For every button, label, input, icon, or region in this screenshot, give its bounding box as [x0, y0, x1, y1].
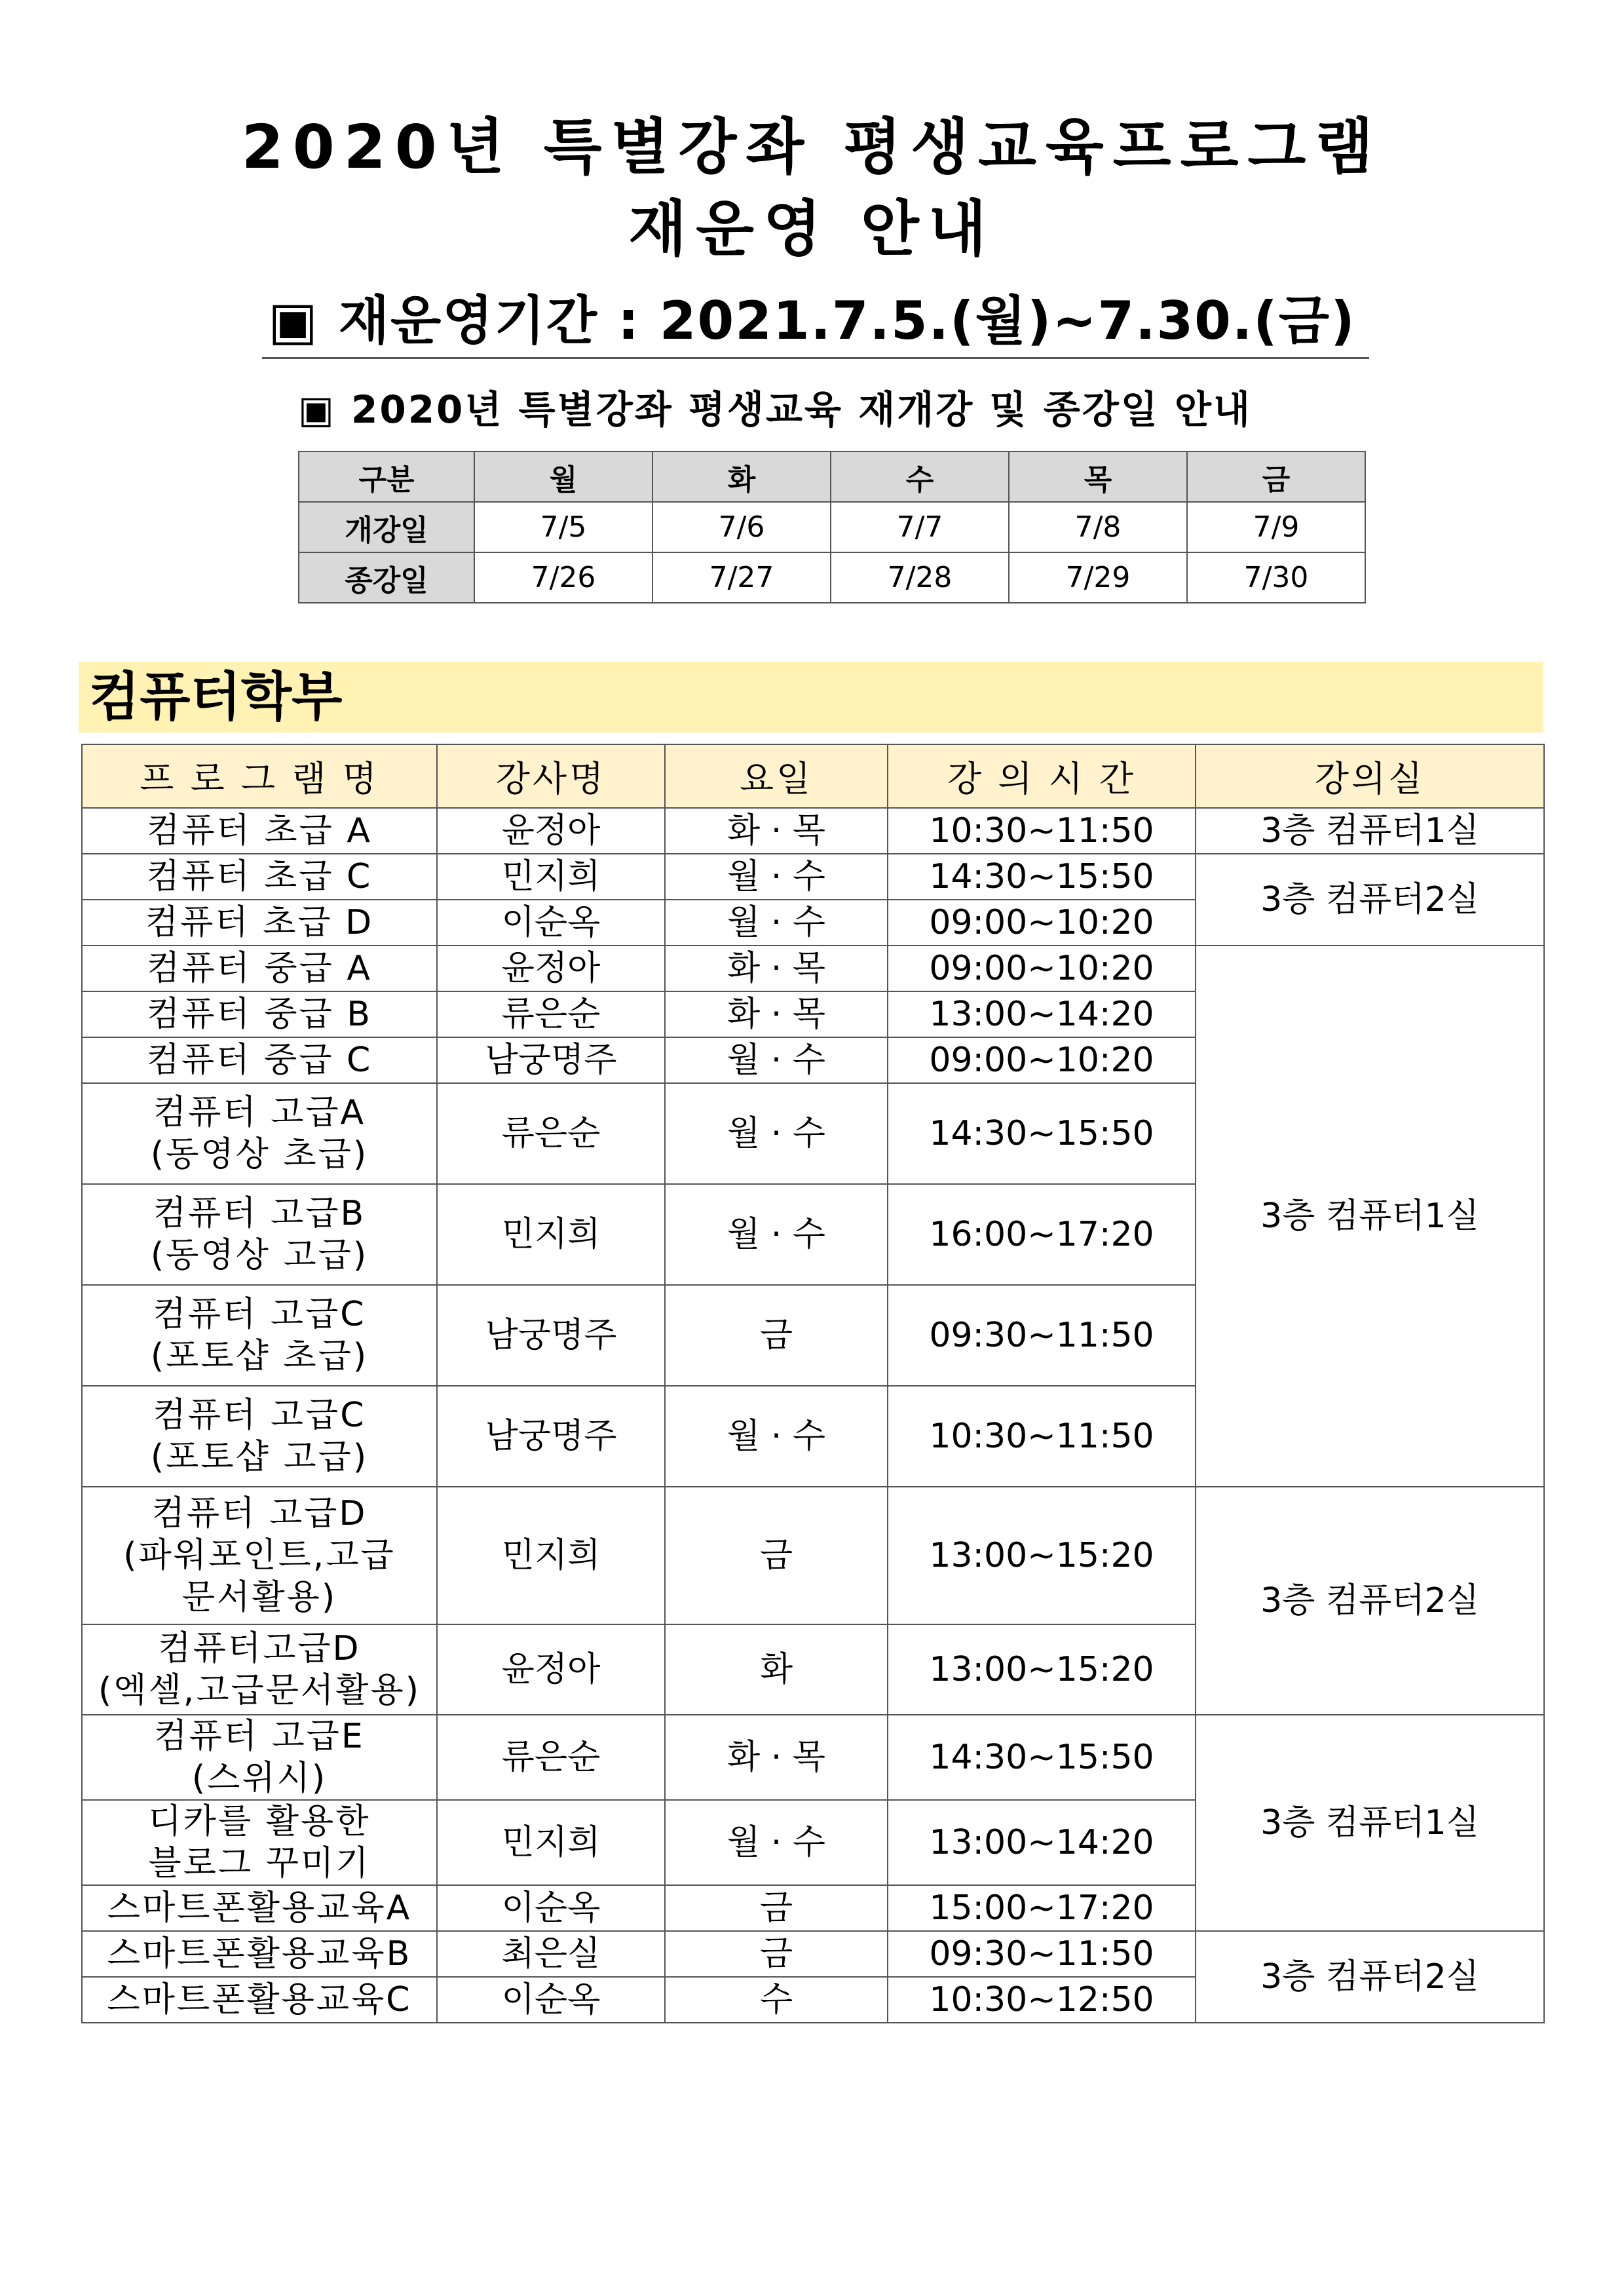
class-day: 월 · 수 — [665, 1386, 888, 1487]
program-name — [82, 1083, 437, 1184]
schedule-header-row — [299, 451, 1365, 502]
program-name-line: (스위시) — [191, 1759, 328, 1798]
period-underline — [262, 357, 1369, 359]
teacher-name: 민지희 — [437, 1184, 665, 1285]
class-time: 14:30~15:50 — [888, 1083, 1196, 1184]
teacher-name: 류은순 — [437, 991, 665, 1037]
schedule-cell: 7/27 — [652, 552, 831, 603]
schedule-cell: 7/9 — [1187, 502, 1365, 552]
schedule-row-label: 개강일 — [299, 502, 474, 552]
teacher-name: 윤정아 — [437, 946, 665, 991]
schedule-cell: 7/29 — [1009, 552, 1187, 603]
classroom: 3층 컴퓨터1실 — [1196, 1715, 1544, 1931]
teacher-name: 최은실 — [437, 1931, 665, 1977]
class-day: 월 · 수 — [665, 900, 888, 946]
section-banner — [79, 662, 1543, 733]
program-name — [82, 1800, 437, 1885]
course-header-cell: 프 로 그 램 명 — [82, 744, 437, 808]
program-name-line: 컴퓨터 고급A — [153, 1093, 366, 1132]
teacher-name: 윤정아 — [437, 1624, 665, 1715]
class-day: 화 · 목 — [665, 946, 888, 991]
title-line-1: 2020년 특별강좌 평생교육프로그램 — [241, 112, 1383, 182]
program-name-line: 문서활용) — [181, 1578, 337, 1617]
table-row — [82, 1931, 1544, 1977]
schedule-row-start — [299, 502, 1365, 552]
schedule-header-cell: 월 — [474, 451, 652, 502]
table-row — [82, 808, 1544, 854]
course-header-cell: 강의실 — [1196, 744, 1544, 808]
class-time: 09:00~10:20 — [888, 1037, 1196, 1083]
class-time: 14:30~15:50 — [888, 854, 1196, 900]
program-name-line: (포토샵 초급) — [150, 1337, 369, 1376]
course-header-cell: 강 의 시 간 — [888, 744, 1196, 808]
program-name-line: (엑셀,고급문서활용) — [98, 1671, 421, 1710]
schedule-row-end — [299, 552, 1365, 603]
class-time: 10:30~12:50 — [888, 1977, 1196, 2023]
classroom: 3층 컴퓨터2실 — [1196, 1931, 1544, 2023]
class-day: 월 · 수 — [665, 854, 888, 900]
teacher-name: 남궁명주 — [437, 1037, 665, 1083]
class-time: 09:30~11:50 — [888, 1931, 1196, 1977]
program-name: 컴퓨터 초급 D — [82, 900, 437, 946]
class-day: 화 · 목 — [665, 991, 888, 1037]
program-name: 컴퓨터 중급 C — [82, 1037, 437, 1083]
class-time: 10:30~11:50 — [888, 1386, 1196, 1487]
teacher-name: 류은순 — [437, 1715, 665, 1800]
program-name-line: 컴퓨터 고급E — [154, 1717, 365, 1756]
class-day: 금 — [665, 1885, 888, 1931]
teacher-name: 이순옥 — [437, 1977, 665, 2023]
classroom: 3층 컴퓨터1실 — [1196, 946, 1544, 1487]
schedule-header-cell: 화 — [652, 451, 831, 502]
schedule-row-label: 종강일 — [299, 552, 474, 603]
schedule-cell: 7/28 — [831, 552, 1009, 603]
schedule-cell: 7/26 — [474, 552, 652, 603]
class-day: 금 — [665, 1285, 888, 1386]
class-time: 09:00~10:20 — [888, 900, 1196, 946]
class-time: 13:00~14:20 — [888, 991, 1196, 1037]
program-name-line: 컴퓨터 고급C — [153, 1295, 366, 1334]
class-time: 13:00~15:20 — [888, 1624, 1196, 1715]
course-header-cell: 강사명 — [437, 744, 665, 808]
teacher-name: 남궁명주 — [437, 1386, 665, 1487]
program-name-line: (포토샵 고급) — [150, 1438, 369, 1477]
class-time: 10:30~11:50 — [888, 808, 1196, 854]
class-day: 화 — [665, 1624, 888, 1715]
program-name: 스마트폰활용교육A — [82, 1885, 437, 1931]
table-row — [82, 946, 1544, 991]
schedule-header-cell: 구분 — [299, 451, 474, 502]
teacher-name: 민지희 — [437, 854, 665, 900]
teacher-name: 류은순 — [437, 1083, 665, 1184]
class-day: 월 · 수 — [665, 1800, 888, 1885]
program-name-line: 컴퓨터고급D — [158, 1629, 361, 1668]
program-name — [82, 1715, 437, 1800]
course-header-row — [82, 744, 1544, 808]
class-time: 13:00~15:20 — [888, 1487, 1196, 1624]
class-time: 15:00~17:20 — [888, 1885, 1196, 1931]
class-day: 월 · 수 — [665, 1083, 888, 1184]
program-name: 컴퓨터 초급 C — [82, 854, 437, 900]
program-name-line: 컴퓨터 고급C — [153, 1396, 366, 1435]
program-name — [82, 1487, 437, 1624]
schedule-cell: 7/30 — [1187, 552, 1365, 603]
title-line-2: 재운영 안내 — [628, 194, 996, 264]
program-name-line: (동영상 고급) — [150, 1236, 369, 1275]
classroom: 3층 컴퓨터1실 — [1196, 808, 1544, 854]
program-name-line: (파워포인트,고급 — [123, 1536, 396, 1575]
program-name: 스마트폰활용교육B — [82, 1931, 437, 1977]
class-time: 14:30~15:50 — [888, 1715, 1196, 1800]
program-name-line: 디카를 활용한 — [148, 1802, 371, 1841]
teacher-name: 민지희 — [437, 1800, 665, 1885]
classroom: 3층 컴퓨터2실 — [1196, 854, 1544, 946]
table-row — [82, 854, 1544, 900]
teacher-name: 이순옥 — [437, 900, 665, 946]
program-name: 컴퓨터 중급 A — [82, 946, 437, 991]
program-name — [82, 1624, 437, 1715]
schedule-header-cell: 금 — [1187, 451, 1365, 502]
program-name: 컴퓨터 중급 B — [82, 991, 437, 1037]
program-name: 스마트폰활용교육C — [82, 1977, 437, 2023]
program-name-line: 블로그 꾸미기 — [148, 1844, 371, 1883]
schedule-header-cell: 수 — [831, 451, 1009, 502]
schedule-header-cell: 목 — [1009, 451, 1187, 502]
schedule-heading: ▣ 2020년 특별강좌 평생교육 재개강 및 종강일 안내 — [298, 387, 1253, 432]
schedule-cell: 7/6 — [652, 502, 831, 552]
schedule-cell: 7/5 — [474, 502, 652, 552]
class-time: 09:30~11:50 — [888, 1285, 1196, 1386]
teacher-name: 이순옥 — [437, 1885, 665, 1931]
classroom: 3층 컴퓨터2실 — [1196, 1487, 1544, 1715]
class-day: 금 — [665, 1487, 888, 1624]
course-table — [81, 744, 1545, 2023]
program-name-line: 컴퓨터 고급B — [153, 1194, 366, 1233]
class-day: 화 · 목 — [665, 808, 888, 854]
schedule-cell: 7/7 — [831, 502, 1009, 552]
program-name — [82, 1184, 437, 1285]
program-name-line: 컴퓨터 고급D — [151, 1494, 368, 1533]
class-day: 월 · 수 — [665, 1037, 888, 1083]
schedule-table — [298, 451, 1366, 603]
class-time: 16:00~17:20 — [888, 1184, 1196, 1285]
teacher-name: 윤정아 — [437, 808, 665, 854]
table-row — [82, 1487, 1544, 1624]
class-day: 수 — [665, 1977, 888, 2023]
program-name — [82, 1386, 437, 1487]
teacher-name: 남궁명주 — [437, 1285, 665, 1386]
class-day: 화 · 목 — [665, 1715, 888, 1800]
class-time: 13:00~14:20 — [888, 1800, 1196, 1885]
section-title: 컴퓨터학부 — [89, 666, 343, 727]
schedule-cell: 7/8 — [1009, 502, 1187, 552]
class-time: 09:00~10:20 — [888, 946, 1196, 991]
operation-period: ▣ 재운영기간 : 2021.7.5.(월)~7.30.(금) — [268, 290, 1356, 351]
teacher-name: 민지희 — [437, 1487, 665, 1624]
table-row — [82, 1715, 1544, 1800]
program-name-line: (동영상 초급) — [150, 1135, 369, 1174]
class-day: 월 · 수 — [665, 1184, 888, 1285]
class-day: 금 — [665, 1931, 888, 1977]
course-header-cell: 요일 — [665, 744, 888, 808]
program-name — [82, 1285, 437, 1386]
program-name: 컴퓨터 초급 A — [82, 808, 437, 854]
